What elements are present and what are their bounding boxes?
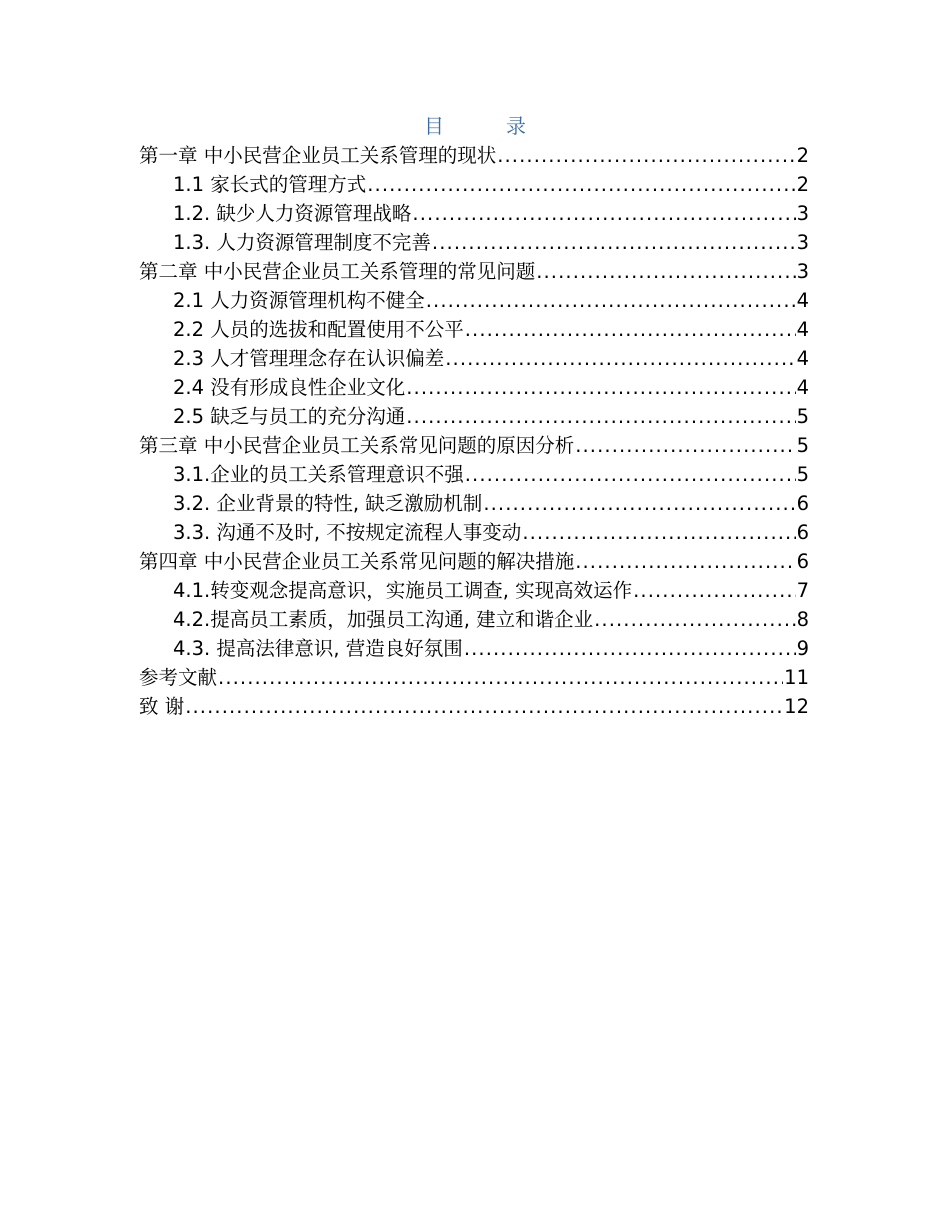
- toc-page-number: 4: [796, 376, 809, 399]
- toc-entry-title: 第一章 中小民营企业员工关系管理的现状: [139, 144, 497, 167]
- toc-section-entry[interactable]: [139, 344, 809, 373]
- dot-leader: [497, 141, 795, 170]
- toc-page-number: 9: [796, 637, 809, 660]
- dot-leader: [218, 663, 783, 692]
- toc-entry-title: 3.1.企业的员工关系管理意识不强: [173, 463, 464, 486]
- toc-section-entry[interactable]: [139, 402, 809, 431]
- toc-chapter-entry[interactable]: [139, 547, 809, 576]
- toc-entry-title: 第三章 中小民营企业员工关系常见问题的原因分析: [139, 434, 575, 457]
- toc-page-number: 6: [796, 550, 809, 573]
- toc-entry-title: 1.1 家长式的管理方式: [173, 173, 367, 196]
- dot-leader: [465, 460, 796, 489]
- toc-title: [0, 112, 950, 140]
- dot-leader: [432, 228, 796, 257]
- toc-chapter-entry[interactable]: [139, 257, 809, 286]
- toc-entry-title: 3.2. 企业背景的特性, 缺乏激励机制: [173, 492, 483, 515]
- toc-entry-title: 4.3. 提高法律意识, 营造良好氛围: [173, 637, 463, 660]
- toc-page-number: 2: [796, 144, 809, 167]
- toc-section-entry[interactable]: [139, 170, 809, 199]
- toc-page-number: 3: [796, 202, 809, 225]
- toc-entry-title: 2.5 缺乏与员工的充分沟通: [173, 405, 406, 428]
- toc-section-entry[interactable]: [139, 634, 809, 663]
- dot-leader: [464, 634, 796, 663]
- toc-page-number: 3: [796, 260, 809, 283]
- toc-section-entry[interactable]: [139, 373, 809, 402]
- toc-entry-title: 致 谢: [139, 695, 185, 718]
- toc-page-number: 8: [796, 608, 809, 631]
- toc-title-left: 目: [424, 114, 444, 138]
- dot-leader: [483, 489, 795, 518]
- toc-entry-title: 参考文献: [139, 666, 218, 689]
- dot-leader: [367, 170, 795, 199]
- dot-leader: [522, 518, 795, 547]
- dot-leader: [426, 286, 796, 315]
- toc-entry-title: 4.2.提高员工素质，加强员工沟通, 建立和谐企业: [173, 608, 594, 631]
- dot-leader: [412, 199, 795, 228]
- toc-page-number: 6: [796, 521, 809, 544]
- dot-leader: [406, 402, 795, 431]
- dot-leader: [536, 257, 795, 286]
- toc-section-entry[interactable]: [139, 228, 809, 257]
- toc-title-right: 录: [506, 114, 526, 138]
- dot-leader: [594, 605, 795, 634]
- toc-section-entry[interactable]: [139, 286, 809, 315]
- toc-page-number: 5: [796, 463, 809, 486]
- toc-section-entry[interactable]: [139, 489, 809, 518]
- toc-page-number: 3: [796, 231, 809, 254]
- table-of-contents: [139, 141, 809, 721]
- toc-page-number: 6: [796, 492, 809, 515]
- dot-leader: [465, 315, 796, 344]
- toc-entry-title: 2.3 人才管理理念存在认识偏差: [173, 347, 445, 370]
- dot-leader: [445, 344, 795, 373]
- dot-leader: [633, 576, 795, 605]
- toc-section-entry[interactable]: [139, 315, 809, 344]
- toc-chapter-entry[interactable]: [139, 141, 809, 170]
- toc-page-number: 7: [796, 579, 809, 602]
- toc-section-entry[interactable]: [139, 518, 809, 547]
- toc-page-number: 4: [796, 318, 809, 341]
- dot-leader: [575, 547, 795, 576]
- toc-page-number: 11: [784, 666, 809, 689]
- toc-entry-title: 4.1.转变观念提高意识，实施员工调查, 实现高效运作: [173, 579, 633, 602]
- toc-section-entry[interactable]: [139, 576, 809, 605]
- toc-section-entry[interactable]: [139, 605, 809, 634]
- toc-section-entry[interactable]: [139, 199, 809, 228]
- toc-entry-title: 2.1 人力资源管理机构不健全: [173, 289, 425, 312]
- toc-section-entry[interactable]: [139, 460, 809, 489]
- toc-entry-title: 2.2 人员的选拔和配置使用不公平: [173, 318, 464, 341]
- toc-entry-title: 2.4 没有形成良性企业文化: [173, 376, 406, 399]
- toc-page-number: 2: [796, 173, 809, 196]
- toc-entry-title: 3.3. 沟通不及时, 不按规定流程人事变动: [173, 521, 522, 544]
- toc-page-number: 5: [796, 434, 809, 457]
- toc-entry-title: 1.2. 缺少人力资源管理战略: [173, 202, 412, 225]
- toc-page-number: 4: [796, 289, 809, 312]
- toc-page-number: 4: [796, 347, 809, 370]
- dot-leader: [185, 692, 783, 721]
- dot-leader: [575, 431, 795, 460]
- toc-entry-title: 1.3. 人力资源管理制度不完善: [173, 231, 431, 254]
- toc-page-number: 12: [784, 695, 809, 718]
- toc-entry-title: 第二章 中小民营企业员工关系管理的常见问题: [139, 260, 536, 283]
- dot-leader: [406, 373, 795, 402]
- toc-chapter-entry[interactable]: [139, 692, 809, 721]
- toc-chapter-entry[interactable]: [139, 431, 809, 460]
- toc-entry-title: 第四章 中小民营企业员工关系常见问题的解决措施: [139, 550, 575, 573]
- toc-page-number: 5: [796, 405, 809, 428]
- toc-chapter-entry[interactable]: [139, 663, 809, 692]
